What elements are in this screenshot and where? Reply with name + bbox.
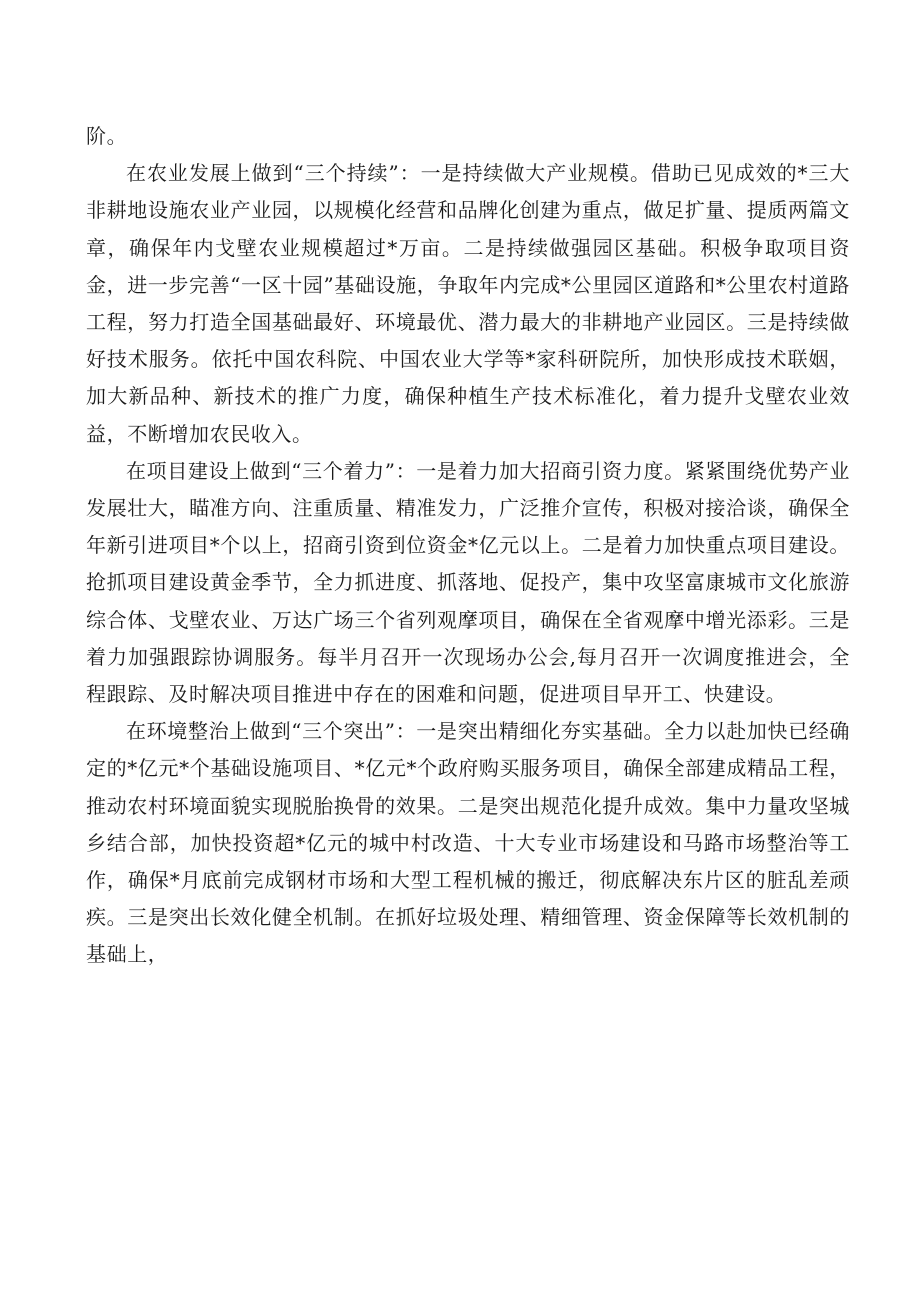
document-body — [86, 118, 850, 974]
paragraph-agriculture: 在农业发展上做到“三个持续”：一是持续做大产业规模。借助已见成效的*三大非耕地设施农业产业园，以规模化经营和品牌化创建为重点，做足扩量、提质两篇文章，确保年内戈壁农业规模超过*万亩。二是持续做强园区基础。积极争取项目资金，进一步完善“一区十园”基础设施，争取年内完成*公里园区道路和*公里农村道路工程，努力打造全国基础最好、环境最优、潜力最大的非耕地产业园区。三是持续做好技术服务。依托中国农科院、中国农业大学等*家科研院所，加快形成技术联姻，加大新品种、新技术的推广力度，确保种植生产技术标准化，着力提升戈壁农业效益，不断增加农民收入。 — [86, 161, 850, 446]
paragraph-environment-improvement: 在环境整治上做到“三个突出”：一是突出精细化夯实基础。全力以赴加快已经确定的*亿元*个基础设施项目、*亿元*个政府购买服务项目，确保全部建成精品工程，推动农村环境面貌实现脱胎换骨的效果。二是突出规范化提升成效。集中力量攻坚城乡结合部，加快投资超*亿元的城中村改造、十大专业市场建设和马路市场整治等工作，确保*月底前完成钢材市场和大型工程机械的搬迁，彻底解决东片区的脏乱差顽疾。三是突出长效化健全机制。在抓好垃圾处理、精细管理、资金保障等长效机制的基础上， — [86, 719, 850, 967]
paragraph-continuation: 阶。 — [86, 124, 128, 148]
paragraph-project-construction: 在项目建设上做到“三个着力”：一是着力加大招商引资力度。紧紧围绕优势产业发展壮大，瞄准方向、注重质量、精准发力，广泛推介宣传，积极对接洽谈，确保全年新引进项目*个以上，招商引资到位资金*亿元以上。二是着力加快重点项目建设。抢抓项目建设黄金季节，全力抓进度、抓落地、促投产，集中攻坚富康城市文化旅游综合体、戈壁农业、万达广场三个省列观摩项目，确保在全省观摩中增光添彩。三是着力加强跟踪协调服务。每半月召开一次现场办公会,每月召开一次调度推进会，全程跟踪、及时解决项目推进中存在的困难和问题，促进项目早开工、快建设。 — [86, 458, 850, 707]
